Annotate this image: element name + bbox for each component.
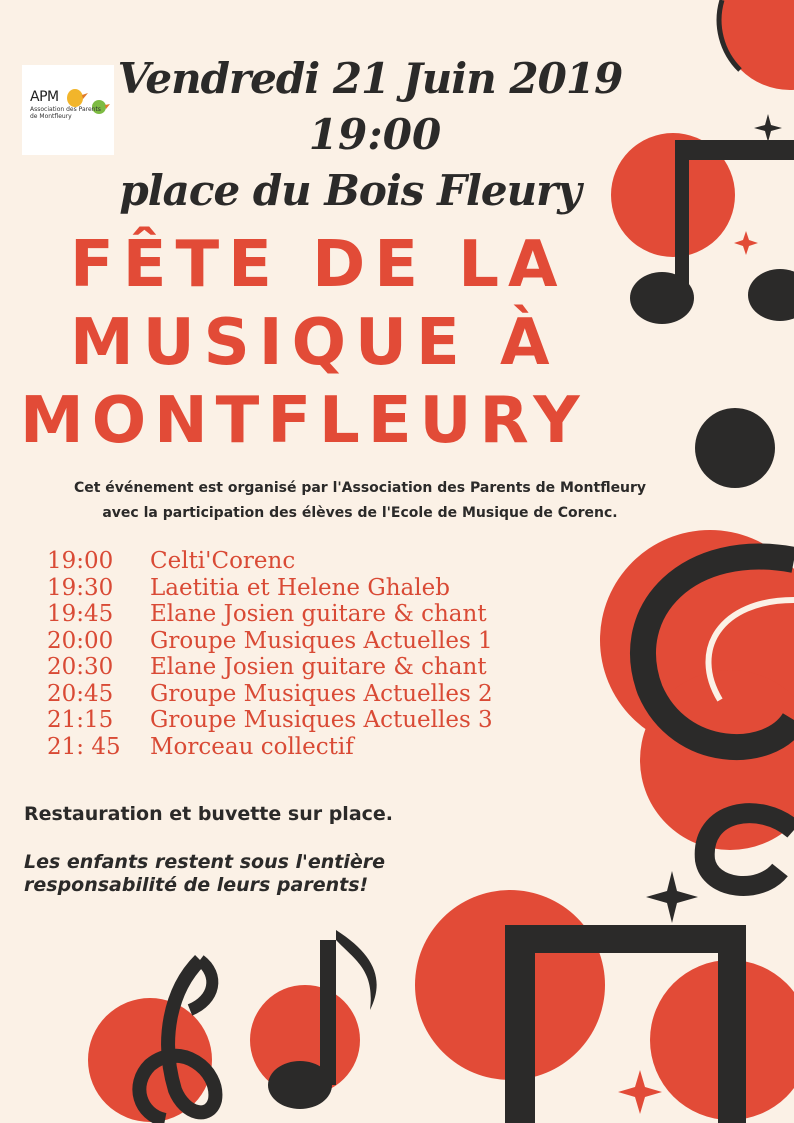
event-date: Vendredi 21 Juin 2019: [117, 54, 623, 103]
food-note: Restauration et buvette sur place.: [24, 803, 394, 825]
star-burst-icon: [646, 871, 698, 923]
schedule-time: 19:00: [47, 548, 114, 574]
treble-clef-icon: [600, 530, 794, 886]
schedule-act: Celti'Corenc: [150, 548, 296, 574]
schedule-act: Elane Josien guitare & chant: [150, 654, 487, 680]
star-burst-icon: [754, 114, 782, 142]
schedule-time: 20:45: [47, 680, 114, 707]
black-dot: [695, 408, 775, 488]
schedule-act: Groupe Musiques Actuelles 3: [150, 707, 493, 733]
title-line-2: MUSIQUE À: [70, 306, 559, 380]
schedule-item: [47, 734, 607, 761]
schedule-item: [47, 707, 607, 734]
schedule-time: 20:30: [47, 654, 114, 680]
intro-line-2: avec la participation des élèves de l'Ecole de Musique de Corenc.: [102, 505, 618, 521]
schedule-item: [47, 654, 607, 681]
schedule-list: [47, 548, 607, 760]
star-burst-icon: [734, 231, 758, 255]
intro-line-1: Cet événement est organisé par l'Association des Parents de Montfleury: [73, 480, 647, 496]
schedule-act: Morceau collectif: [150, 733, 354, 760]
schedule-time: 21:15: [47, 707, 114, 733]
kids-note-line-1: Les enfants restent sous l'entière: [24, 851, 385, 873]
schedule-act: Elane Josien guitare & chant: [150, 601, 487, 627]
schedule-item: [47, 575, 607, 602]
event-place: place du Bois Fleury: [119, 166, 581, 215]
schedule-item: [47, 628, 607, 655]
eighth-note-icon: [250, 930, 377, 1109]
title-line-1: FÊTE DE LA: [70, 228, 567, 302]
logo-abbr: APM: [30, 89, 59, 105]
apm-logo: [22, 65, 114, 155]
schedule-item: [47, 681, 607, 708]
event-time: 19:00: [308, 110, 442, 159]
schedule-time: 20:00: [47, 627, 114, 654]
schedule-time: 19:45: [47, 601, 114, 627]
schedule-act: Groupe Musiques Actuelles 2: [150, 680, 493, 707]
schedule-act: Laetitia et Helene Ghaleb: [150, 574, 450, 601]
schedule-item: [47, 601, 607, 628]
red-circle-top-right: [719, 0, 794, 90]
kids-note-line-2: responsabilité de leurs parents!: [24, 874, 369, 896]
schedule-item: [47, 548, 607, 575]
schedule-act: Groupe Musiques Actuelles 1: [150, 627, 493, 654]
logo-name: Association des Parents de Montfleury: [30, 106, 101, 120]
title-line-3: MONTFLEURY: [20, 384, 588, 458]
schedule-time: 21: 45: [47, 733, 121, 760]
star-burst-icon: [618, 1070, 662, 1114]
schedule-time: 19:30: [47, 574, 114, 601]
